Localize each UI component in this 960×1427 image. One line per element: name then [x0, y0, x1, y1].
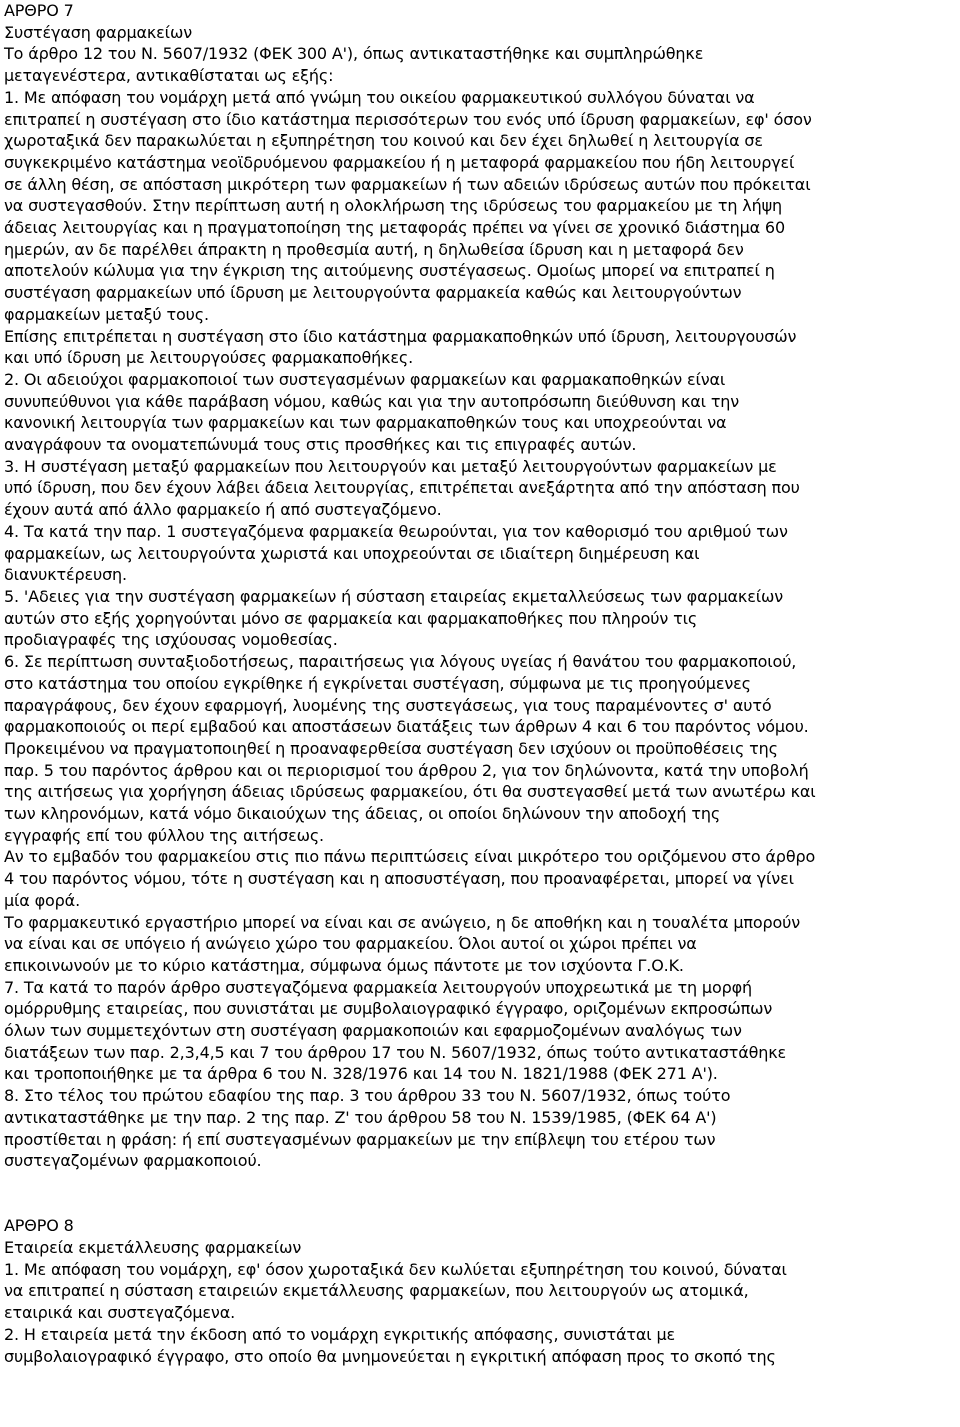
- text-line: συγκεκριμένο κατάστημα νεοϊδρυόμενου φαρμακείου ή η μεταφορά φαρμακείου που ήδη λειτουργεί: [4, 152, 795, 172]
- article-7-body: [4, 43, 956, 1172]
- text-line: 8. Στο τέλος του πρώτου εδαφίου της παρ. 3 του άρθρου 33 του Ν. 5607/1932, όπως τούτο: [4, 1086, 731, 1106]
- text-line: 3. Η συστέγαση μεταξύ φαρμακείων που λειτουργούν και μεταξύ λειτουργούντων φαρμακείων με: [4, 456, 777, 476]
- text-line: 6. Σε περίπτωση συνταξιοδοτήσεως, παραιτήσεως για λόγους υγείας ή θανάτου του φαρμακοποιού,: [4, 652, 797, 672]
- text-line: εταιρικά και συστεγαζόμενα.: [4, 1303, 236, 1323]
- text-line: φαρμακοποιούς οι περί εμβαδού και αποστάσεων διατάξεις των άρθρων 4 και 6 του παρόντος νόμου.: [4, 717, 809, 737]
- text-line: φαρμακείων μεταξύ τους.: [4, 304, 209, 324]
- text-line: 4 του παρόντος νόμου, τότε η συστέγαση και η αποσυστέγαση, που προαναφέρεται, μπορεί να γίνει: [4, 869, 794, 889]
- text-line: διανυκτέρευση.: [4, 565, 127, 585]
- text-line: διατάξεων των παρ. 2,3,4,5 και 7 του άρθρου 17 του Ν. 5607/1932, όπως τούτο αντικαταστάθηκε: [4, 1042, 787, 1062]
- text-line: επικοινωνούν με το κύριο κατάστημα, σύμφωνα όμως πάντοτε με τον ισχύοντα Γ.Ο.Κ.: [4, 955, 684, 975]
- text-line: 1. Με απόφαση του νομάρχη, εφ' όσον χωροταξικά δεν κωλύεται εξυπηρέτηση του κοινού, δύναται: [4, 1259, 787, 1279]
- text-line: σε άλλη θέση, σε απόσταση μικρότερη των φαρμακείων ή των αδειών ιδρύσεως αυτών που πρόκειται: [4, 174, 811, 194]
- text-line: αντικαταστάθηκε με την παρ. 2 της παρ. Ζ' του άρθρου 58 του Ν. 1539/1985, (ΦΕΚ 64 Α'): [4, 1107, 717, 1127]
- text-line: συστεγαζομένων φαρμακοποιού.: [4, 1151, 262, 1171]
- article-8: [4, 1215, 956, 1367]
- text-line: αναγράφουν τα ονοματεπώνυμά τους στις προσθήκες και τις επιγραφές αυτών.: [4, 435, 637, 455]
- article-8-body: [4, 1259, 956, 1368]
- text-line: εγγραφής επί του φύλλου της αιτήσεως.: [4, 825, 324, 845]
- section-gap: [4, 1172, 956, 1215]
- text-line: επιτραπεί η συστέγαση στο ίδιο κατάστημα περισσότερων του ενός υπό ίδρυση φαρμακείων, εφ' όσον: [4, 109, 812, 129]
- article-7: [4, 0, 956, 1172]
- text-line: χωροταξικά δεν παρακωλύεται η εξυπηρέτηση του κοινού και δεν έχει δηλωθεί η λειτουργία σε: [4, 131, 763, 151]
- text-line: Προκειμένου να πραγματοποιηθεί η προαναφερθείσα συστέγαση δεν ισχύουν οι προϋποθέσεις της: [4, 738, 778, 758]
- text-line: παρ. 5 του παρόντος άρθρου και οι περιορισμοί του άρθρου 2, για τον δηλώνοντα, κατά την υποβολή: [4, 760, 809, 780]
- text-line: υπό ίδρυση, που δεν έχουν λάβει άδεια λειτουργίας, επιτρέπεται ανεξάρτητα από την απόσταση που: [4, 478, 800, 498]
- article-8-title: Εταιρεία εκμετάλλευσης φαρμακείων: [4, 1238, 302, 1258]
- text-line: και υπό ίδρυση με λειτουργούσες φαρμακαποθήκες.: [4, 348, 414, 368]
- text-line: Το άρθρο 12 του Ν. 5607/1932 (ΦΕΚ 300 Α'), όπως αντικαταστήθηκε και συμπληρώθηκε: [4, 44, 704, 64]
- text-line: έχουν αυτά από άλλο φαρμακείο ή από συστεγαζόμενο.: [4, 500, 442, 520]
- text-line: να είναι και σε υπόγειο ή ανώγειο χώρο του φαρμακείου. Όλοι αυτοί οι χώροι πρέπει να: [4, 934, 697, 954]
- text-line: στο κατάστημα του οποίου εγκρίθηκε ή εγκρίνεται συστέγαση, σύμφωνα με τις προηγούμενες: [4, 673, 751, 693]
- article-7-heading: ΑΡΘΡΟ 7: [4, 1, 74, 20]
- text-line: όλων των συμμετεχόντων στη συστέγαση φαρμακοποιών και εφαρμοζομένων αναλόγως των: [4, 1021, 742, 1041]
- text-line: της αιτήσεως για χορήγηση άδειας ιδρύσεως φαρμακείου, ότι θα συστεγασθεί μετά των ανωτέρω και: [4, 782, 816, 802]
- text-line: συστέγαση φαρμακείων υπό ίδρυση με λειτουργούντα φαρμακεία καθώς και λειτουργούντων: [4, 283, 742, 303]
- text-line: Αν το εμβαδόν του φαρμακείου στις πιο πάνω περιπτώσεις είναι μικρότερο του οριζόμενου στο άρθρο: [4, 847, 816, 867]
- text-line: 5. 'Αδειες για την συστέγαση φαρμακείων ή σύσταση εταιρείας εκμεταλλεύσεως των φαρμακείων: [4, 586, 783, 606]
- text-line: παραγράφους, δεν έχουν εφαρμογή, λυομένης της συστεγάσεως, για τους παραμένοντες σ' αυτό: [4, 695, 772, 715]
- text-line: 2. Η εταιρεία μετά την έκδοση από το νομάρχη εγκριτικής απόφασης, συνιστάται με: [4, 1324, 675, 1344]
- text-line: 4. Τα κατά την παρ. 1 συστεγαζόμενα φαρμακεία θεωρούνται, για τον καθορισμό του αριθμού των: [4, 521, 788, 541]
- text-line: άδειας λειτουργίας και η πραγματοποίηση της μεταφοράς πρέπει να γίνει σε χρονικό διάστημα 60: [4, 218, 785, 238]
- text-line: ομόρρυθμης εταιρείας, που συνιστάται με συμβολαιογραφικό έγγραφο, οριζομένων εκπροσώπων: [4, 999, 773, 1019]
- text-line: αποτελούν κώλυμα για την έγκριση της αιτούμενης συστέγασεως. Ομοίως μπορεί να επιτραπεί η: [4, 261, 775, 281]
- text-line: 2. Οι αδειούχοι φαρμακοποιοί των συστεγασμένων φαρμακείων και φαρμακαποθηκών είναι: [4, 369, 726, 389]
- text-line: συνυπεύθυνοι για κάθε παράβαση νόμου, καθώς και για την αυτοπρόσωπη διεύθυνση και την: [4, 391, 740, 411]
- text-line: προστίθεται η φράση: ή επί συστεγασμένων φαρμακείων με την επίβλεψη του ετέρου των: [4, 1129, 716, 1149]
- article-8-heading: ΑΡΘΡΟ 8: [4, 1216, 74, 1236]
- text-line: 1. Με απόφαση του νομάρχη μετά από γνώμη του οικείου φαρμακευτικού συλλόγου δύναται να: [4, 87, 755, 107]
- article-7-title: Συστέγαση φαρμακείων: [4, 22, 192, 42]
- text-line: κανονική λειτουργία των φαρμακείων και των φαρμακαποθηκών τους και υποχρεούνται να: [4, 413, 727, 433]
- text-line: Το φαρμακευτικό εργαστήριο μπορεί να είναι και σε ανώγειο, η δε αποθήκη και η τουαλέτα μπορούν: [4, 912, 801, 932]
- text-line: μία φορά.: [4, 890, 81, 910]
- text-line: φαρμακείων, ως λειτουργούντα χωριστά και υποχρεούνται σε ιδιαίτερη διημέρευση και: [4, 543, 700, 563]
- text-line: προδιαγραφές της ισχύουσας νομοθεσίας.: [4, 630, 338, 650]
- text-line: αυτών στο εξής χορηγούνται μόνο σε φαρμακεία και φαρμακαποθήκες που πληρούν τις: [4, 608, 698, 628]
- text-line: Επίσης επιτρέπεται η συστέγαση στο ίδιο κατάστημα φαρμακαποθηκών υπό ίδρυση, λειτουργουσών: [4, 326, 797, 346]
- text-line: ημερών, αν δε παρέλθει άπρακτη η προθεσμία αυτή, η δηλωθείσα ίδρυση και η μεταφορά δεν: [4, 239, 744, 259]
- text-line: και τροποποιήθηκε με τα άρθρα 6 του Ν. 328/1976 και 14 του Ν. 1821/1988 (ΦΕΚ 271 Α').: [4, 1064, 718, 1084]
- text-line: συμβολαιογραφικό έγγραφο, στο οποίο θα μνημονεύεται η εγκριτική απόφαση προς το σκοπό της: [4, 1346, 776, 1366]
- text-line: των κληρονόμων, κατά νόμο δικαιούχων της άδειας, οι οποίοι δηλώνουν την αποδοχή της: [4, 804, 721, 824]
- text-line: να επιτραπεί η σύσταση εταιρειών εκμετάλλευσης φαρμακείων, που λειτουργούν ως ατομικά,: [4, 1281, 749, 1301]
- document-page: [4, 0, 956, 1367]
- text-line: 7. Τα κατά το παρόν άρθρο συστεγαζόμενα φαρμακεία λειτουργούν υποχρεωτικά με τη μορφή: [4, 977, 753, 997]
- text-line: μεταγενέστερα, αντικαθίσταται ως εξής:: [4, 66, 334, 86]
- text-line: να συστεγασθούν. Στην περίπτωση αυτή η ολοκλήρωση της ιδρύσεως του φαρμακείου με τη λήψη: [4, 196, 782, 216]
